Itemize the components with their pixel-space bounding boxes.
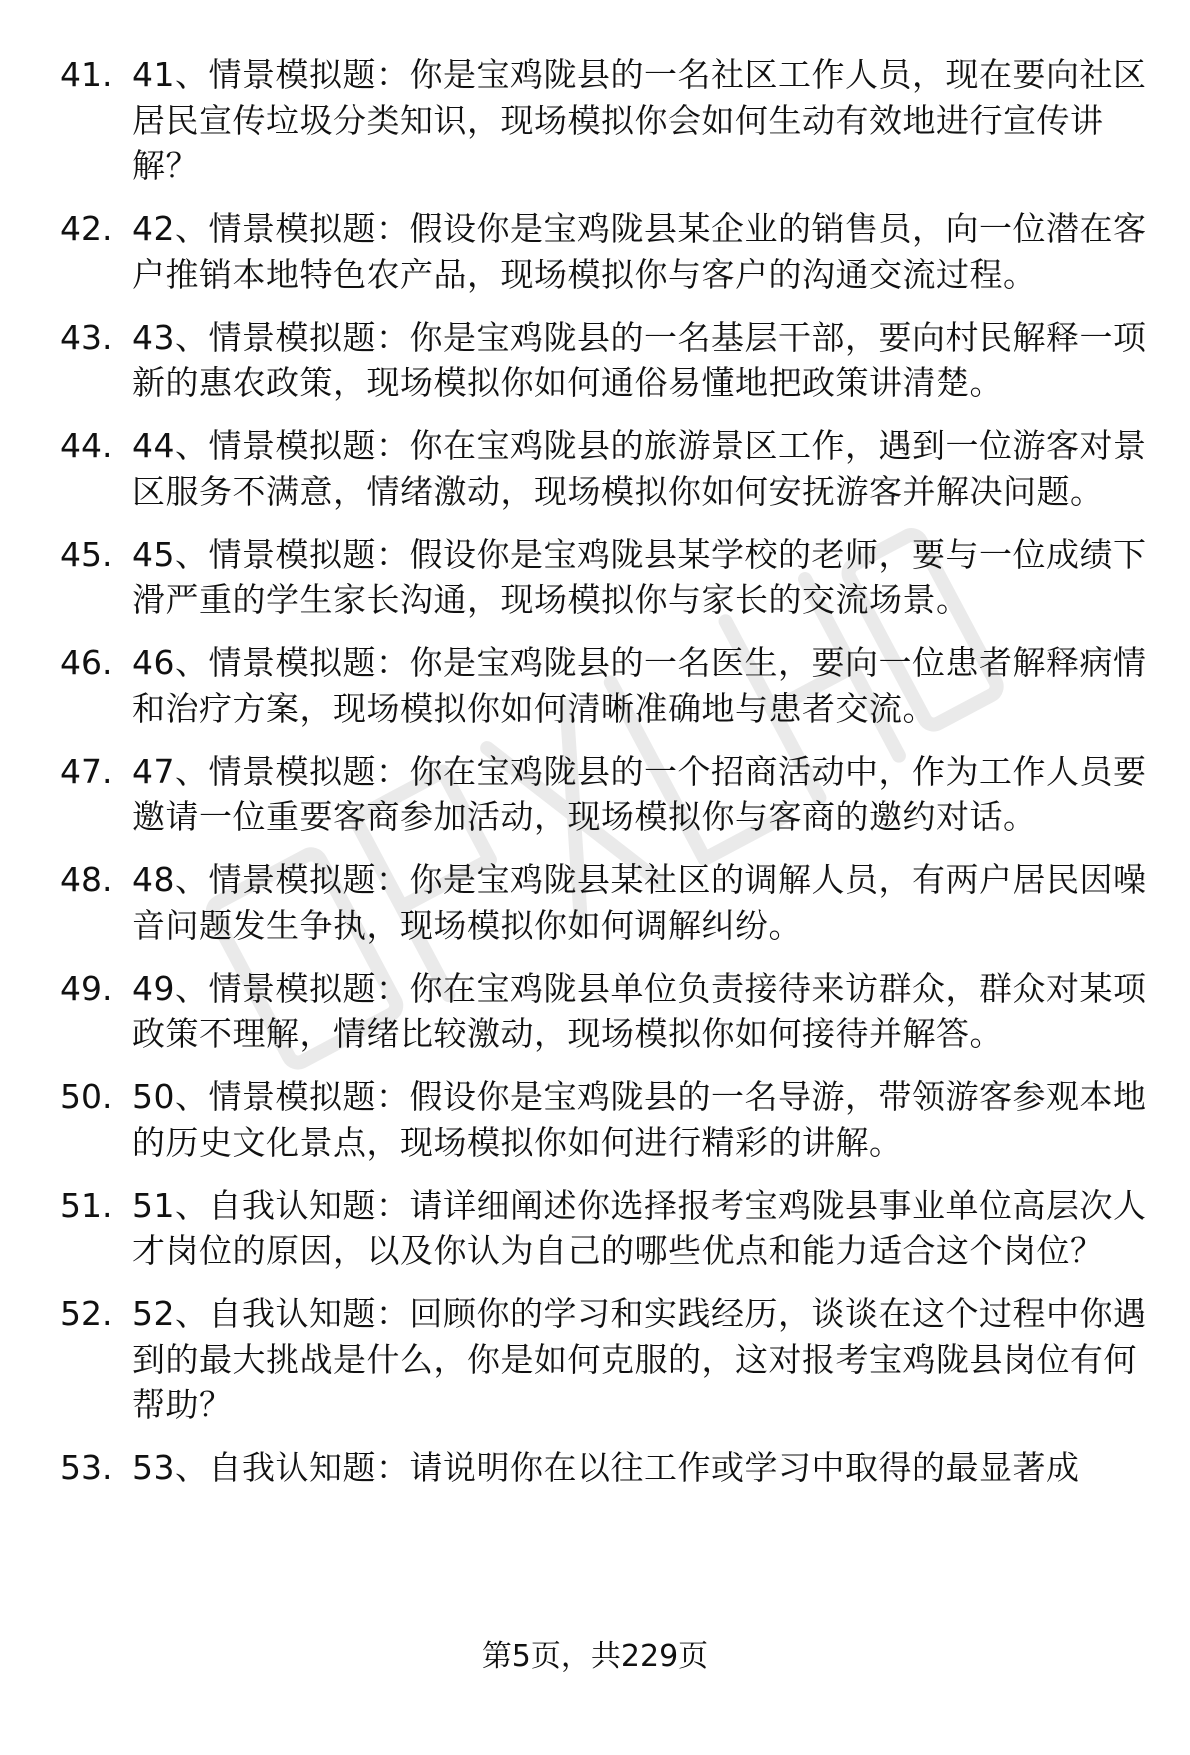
- list-item: [60, 1445, 1160, 1491]
- item-number: 46.: [60, 643, 113, 682]
- question-list: [60, 52, 1160, 1508]
- question-text: 51、自我认知题：请详细阐述你选择报考宝鸡陇县事业单位高层次人才岗位的原因，以及你认为自己的哪些优点和能力适合这个岗位？: [132, 1185, 1147, 1270]
- item-number: 49.: [60, 968, 113, 1008]
- item-number: 53.: [60, 1448, 113, 1487]
- list-item: [60, 966, 1160, 1057]
- list-item: [60, 749, 1160, 840]
- list-item: [60, 52, 1160, 189]
- question-text: 44、情景模拟题：你在宝鸡陇县的旅游景区工作，遇到一位游客对景区服务不满意，情绪激动，现场模拟你如何安抚游客并解决问题。: [132, 426, 1147, 511]
- item-number: 50.: [60, 1077, 113, 1116]
- list-item: [60, 1074, 1160, 1165]
- item-number: 42.: [60, 209, 113, 248]
- question-text: 45、情景模拟题：假设你是宝鸡陇县某学校的老师，要与一位成绩下滑严重的学生家长沟通，现场模拟你与家长的交流场景。: [132, 534, 1147, 619]
- list-item: [60, 640, 1160, 731]
- list-item: [60, 1291, 1160, 1428]
- list-item: [60, 423, 1160, 514]
- item-number: 41.: [60, 55, 113, 94]
- list-item: [60, 857, 1160, 948]
- list-item: [60, 315, 1160, 406]
- item-number: 51.: [60, 1185, 113, 1225]
- item-number: 48.: [60, 860, 113, 899]
- question-text: 42、情景模拟题：假设你是宝鸡陇县某企业的销售员，向一位潜在客户推销本地特色农产品，现场模拟你与客户的沟通交流过程。: [132, 209, 1147, 294]
- list-item: [60, 206, 1160, 297]
- question-text: 46、情景模拟题：你是宝鸡陇县的一名医生，要向一位患者解释病情和治疗方案，现场模拟你如何清晰准确地与患者交流。: [132, 643, 1147, 728]
- item-number: 52.: [60, 1294, 113, 1333]
- list-item: [60, 532, 1160, 623]
- question-text: 49、情景模拟题：你在宝鸡陇县单位负责接待来访群众，群众对某项政策不理解，情绪比较激动，现场模拟你如何接待并解答。: [132, 968, 1147, 1053]
- question-text: 41、情景模拟题：你是宝鸡陇县的一名社区工作人员，现在要向社区居民宣传垃圾分类知识，现场模拟你会如何生动有效地进行宣传讲解？: [132, 55, 1147, 185]
- item-number: 43.: [60, 317, 113, 357]
- list-item: [60, 1183, 1160, 1274]
- question-text: 43、情景模拟题：你是宝鸡陇县的一名基层干部，要向村民解释一项新的惠农政策，现场模拟你如何通俗易懂地把政策讲清楚。: [132, 317, 1147, 402]
- question-text: 52、自我认知题：回顾你的学习和实践经历，谈谈在这个过程中你遇到的最大挑战是什么，你是如何克服的，这对报考宝鸡陇县岗位有何帮助？: [132, 1294, 1147, 1424]
- page-number-footer: 第5页，共229页: [481, 1639, 709, 1674]
- question-text: 53、自我认知题：请说明你在以往工作或学习中取得的最显著成: [132, 1448, 1080, 1487]
- item-number: 47.: [60, 751, 113, 791]
- question-text: 48、情景模拟题：你是宝鸡陇县某社区的调解人员，有两户居民因噪音问题发生争执，现场模拟你如何调解纠纷。: [132, 860, 1147, 945]
- question-text: 50、情景模拟题：假设你是宝鸡陇县的一名导游，带领游客参观本地的历史文化景点，现场模拟你如何进行精彩的讲解。: [132, 1077, 1147, 1162]
- question-text: 47、情景模拟题：你在宝鸡陇县的一个招商活动中，作为工作人员要邀请一位重要客商参加活动，现场模拟你与客商的邀约对话。: [132, 751, 1147, 836]
- item-number: 45.: [60, 534, 113, 574]
- item-number: 44.: [60, 426, 113, 465]
